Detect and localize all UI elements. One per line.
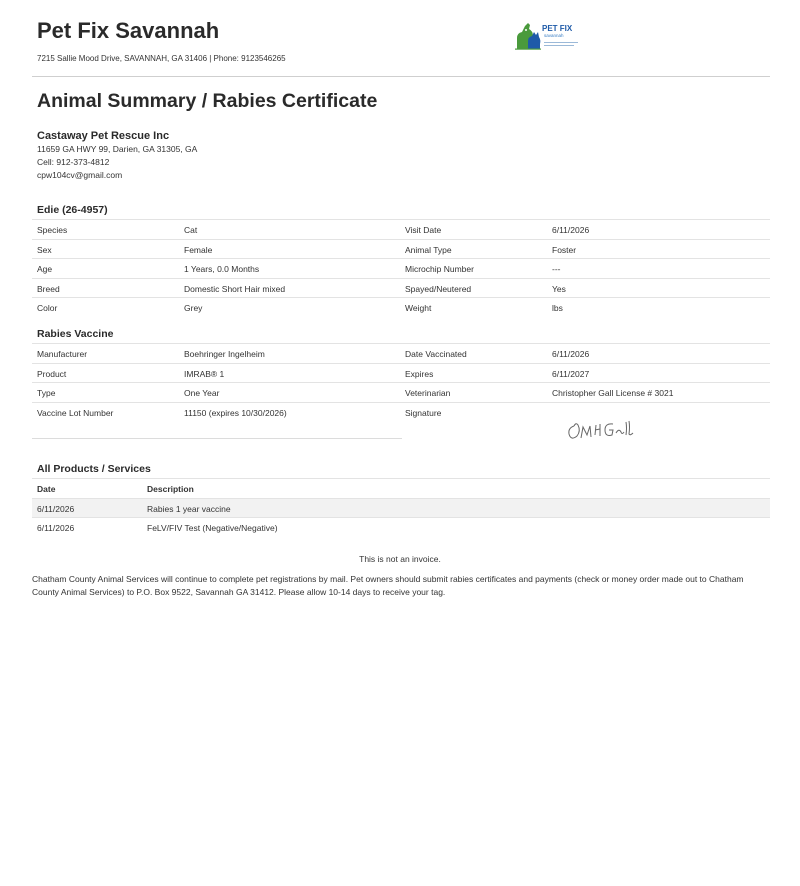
rabies-row (32, 343, 770, 364)
column-header-date: Date (37, 484, 56, 494)
logo-tagline-line (544, 45, 574, 46)
field-label: Veterinarian (405, 388, 451, 399)
product-date: 6/11/2026 (37, 503, 75, 514)
owner-email: cpw104cv@gmail.com (37, 170, 123, 180)
field-value: Grey (184, 303, 203, 314)
table-row (32, 517, 770, 538)
animal-row (32, 239, 770, 260)
product-description: Rabies 1 year vaccine (147, 503, 231, 514)
field-label: Type (37, 388, 56, 399)
rabies-heading: Rabies Vaccine (37, 328, 114, 340)
field-label: Sex (37, 244, 52, 255)
owner-cell: Cell: 912-373-4812 (37, 157, 110, 167)
field-value: Female (184, 244, 213, 255)
field-value: Foster (552, 244, 577, 255)
field-label: Age (37, 264, 53, 275)
field-label: Microchip Number (405, 264, 474, 275)
column-header-description: Description (147, 484, 194, 494)
field-value: 11150 (expires 10/30/2026) (184, 407, 287, 418)
field-value: lbs (552, 303, 563, 314)
field-value: One Year (184, 388, 220, 399)
field-label: Animal Type (405, 244, 452, 255)
clinic-address: 7215 Sallie Mood Drive, SAVANNAH, GA 31406 | Phone: 9123546265 (37, 54, 286, 63)
field-label: Vaccine Lot Number (37, 407, 114, 418)
field-label: Species (37, 225, 68, 235)
rabies-row (32, 382, 770, 403)
owner-name: Castaway Pet Rescue Inc (37, 130, 170, 142)
invoice-note: This is not an invoice. (359, 554, 441, 564)
field-value: Yes (552, 283, 566, 294)
field-label: Product (37, 368, 67, 379)
field-value: IMRAB® 1 (184, 368, 225, 379)
animal-row (32, 297, 770, 318)
animal-row (32, 278, 770, 299)
owner-address: 11659 GA HWY 99, Darien, GA 31305, GA (37, 144, 198, 154)
animal-row (32, 258, 770, 279)
animal-heading: Edie (26-4957) (37, 204, 108, 216)
field-value: Domestic Short Hair mixed (184, 283, 286, 294)
dog-cat-logo-icon (514, 20, 542, 50)
field-value: Christopher Gall License # 3021 (552, 388, 674, 399)
rabies-row (32, 363, 770, 384)
logo-tagline-line (544, 42, 578, 43)
field-label: Weight (405, 303, 432, 314)
products-heading: All Products / Services (37, 463, 151, 475)
clinic-logo (514, 20, 586, 52)
field-value: 1 Years, 0.0 Months (184, 264, 260, 275)
field-value: 6/11/2026 (552, 225, 590, 235)
field-label: Breed (37, 283, 60, 294)
field-value: Boehringer Ingelheim (184, 349, 265, 359)
field-label: Date Vaccinated (405, 349, 467, 359)
logo-subtitle: savannah (544, 33, 564, 38)
field-label: Color (37, 303, 58, 314)
products-table-header (32, 478, 770, 498)
product-description: FeLV/FIV Test (Negative/Negative) (147, 523, 278, 533)
header-divider (32, 76, 770, 77)
field-label: Expires (405, 368, 434, 379)
signature-line (32, 438, 402, 439)
field-value: 6/11/2027 (552, 368, 590, 379)
field-label: Visit Date (405, 225, 442, 235)
field-label: Spayed/Neutered (405, 283, 472, 294)
document-title: Animal Summary / Rabies Certificate (37, 90, 378, 112)
field-value: --- (552, 264, 561, 275)
field-label: Manufacturer (37, 349, 88, 359)
veterinarian-signature (566, 414, 656, 444)
table-row (32, 498, 770, 519)
logo-name: PET FIX (542, 24, 573, 33)
footer-note: Chatham County Animal Services will continue to complete pet registrations by mail. Pet owners should submit rabies certificates and payments (check or money order made out to Chatham County Animal Services) to P.O. Box 9522, Savannah GA 31412. Please allow 10-14 days to receive your tag. (32, 574, 744, 597)
product-date: 6/11/2026 (37, 523, 75, 533)
field-value: 6/11/2026 (552, 349, 590, 359)
field-value: Cat (184, 225, 198, 235)
animal-row (32, 219, 770, 240)
clinic-name: Pet Fix Savannah (37, 18, 220, 43)
field-label: Signature (405, 407, 442, 418)
rabies-row (32, 402, 770, 423)
